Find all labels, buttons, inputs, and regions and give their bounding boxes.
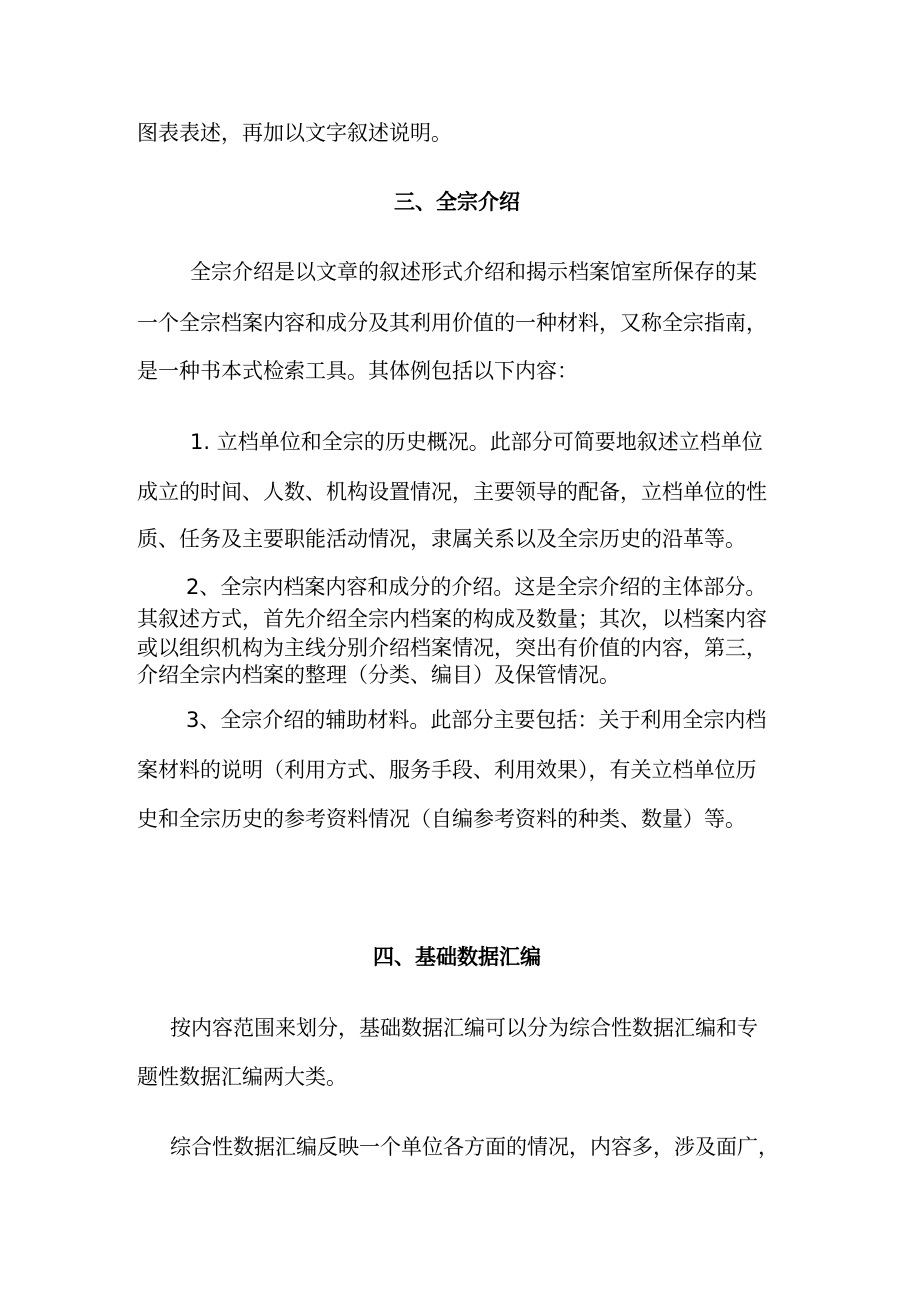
section3-heading: 三、全宗介绍 xyxy=(394,190,520,214)
paragraph-line: 质、任务及主要职能活动情况，隶属关系以及全宗历史的沿革等。 xyxy=(137,527,746,551)
paragraph-line: 1. 立档单位和全宗的历史概况。此部分可简要地叙述立档单位 xyxy=(190,430,763,454)
paragraph-line: 案材料的说明（利用方式、服务手段、利用效果），有关立档单位历 xyxy=(137,758,757,782)
paragraph-line: 是一种书本式检索工具。其体例包括以下内容： xyxy=(137,359,578,383)
paragraph-line: 按内容范围来划分，基础数据汇编可以分为综合性数据汇编和专 xyxy=(170,1016,758,1040)
paragraph-line: 3、全宗介绍的辅助材料。此部分主要包括：关于利用全宗内档 xyxy=(186,708,767,732)
paragraph-line: 全宗介绍是以文章的叙述形式介绍和揭示档案馆室所保存的某 xyxy=(190,260,757,284)
section4-heading: 四、基础数据汇编 xyxy=(373,945,541,969)
paragraph-line: 成立的时间、人数、机构设置情况，主要领导的配备，立档单位的性 xyxy=(137,480,767,504)
paragraph-line: 其叙述方式，首先介绍全宗内档案的构成及数量；其次，以档案内容 xyxy=(137,607,767,631)
paragraph-line: 题性数据汇编两大类。 xyxy=(137,1065,347,1089)
paragraph-line: 或以组织机构为主线分别介绍档案情况，突出有价值的内容，第三， xyxy=(137,636,767,660)
paragraph-line: 2、全宗内档案内容和成分的介绍。这是全宗介绍的主体部分。 xyxy=(186,575,767,599)
paragraph-line: 一个全宗档案内容和成分及其利用价值的一种材料，又称全宗指南， xyxy=(137,311,767,335)
paragraph-line: 综合性数据汇编反映一个单位各方面的情况，内容多，涉及面广， xyxy=(170,1135,779,1159)
paragraph-line: 介绍全宗内档案的整理（分类、编目）及保管情况。 xyxy=(137,663,620,687)
intro-tail-text: 图表表述，再加以文字叙述说明。 xyxy=(137,121,452,145)
paragraph-line: 史和全宗历史的参考资料情况（自编参考资料的种类、数量）等。 xyxy=(137,807,746,831)
